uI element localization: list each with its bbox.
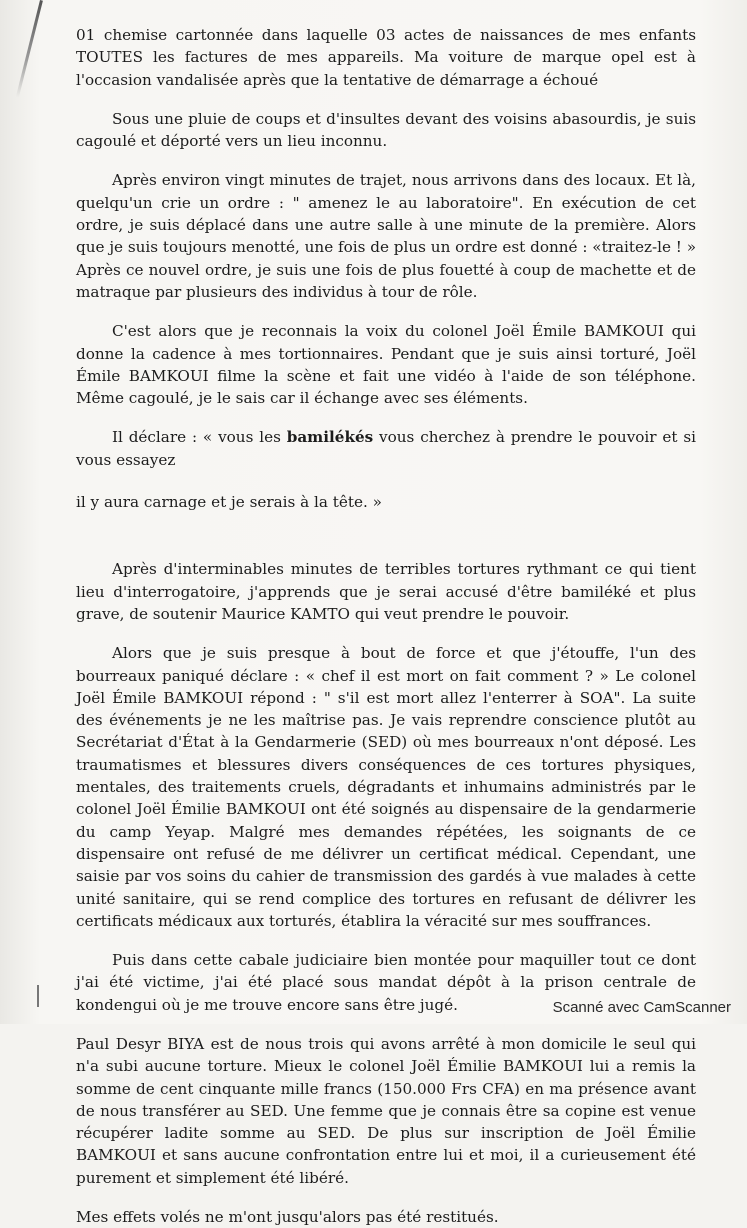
paragraph-8: Alors que je suis presque à bout de force et que j'étouffe, l'un des bourreaux paniqué déclare : « chef il est mort on fait comment ? » Le colonel Joël Émile BAMKOUI répond : " s'il est mort allez l'enterrer à SOA". La suite des événements je ne les maîtrise pas. Je vais reprendre conscience plutôt au Secrétariat d'État à la Gendarmerie (SED) où mes bourreaux n'ont déposé. Les traumatismes et blessures divers conséquences de ces tortures physiques, mentales, des traitements cruels, dégradants et inhumains administrés par le colonel Joël Émilie BAMKOUI ont été soignés au dispensaire de la gendarmerie du camp Yeyap. Malgré mes demandes répétées, les soignants de ce dispensaire ont refusé de me délivrer un certificat médical. Cependant, une saisie par vos soins du cahier de transmission des gardés à vue malades à cette unité sanitaire, qui se rend complice des tortures en refusant de délivrer les certificats médicaux aux torturés, établira la véracité sur mes souffrances.	[76, 644, 696, 930]
camscanner-watermark: Scanné avec CamScanner	[552, 999, 731, 1016]
quote-tail: vous cherchez à prendre le pouvoir et si vous essayez	[76, 428, 696, 469]
letter-body	[76, 24, 696, 1228]
page-edge-mark-bottom	[37, 985, 39, 1007]
paragraph-1: 01 chemise cartonnée dans laquelle 03 actes de naissances de mes enfants TOUTES les factures de mes appareils. Ma voiture de marque opel est à l'occasion vandalisée après que la tentative de démarrage a échoué	[76, 26, 696, 89]
page-edge-mark	[16, 0, 43, 98]
paragraph-11: Mes effets volés ne m'ont jusqu'alors pas été restitués.	[76, 1208, 499, 1227]
paragraph-10: Paul Desyr BIYA est de nous trois qui avons arrêté à mon domicile le seul qui n'a subi aucune torture. Mieux le colonel Joël Émilie BAMKOUI lui a remis la somme de cent cinquante mille francs (150.000 Frs CFA) en ma présence avant de nous transférer au SED. Une femme que je connais être sa copine est venue récupérer ladite somme au SED. De plus sur inscription de Joël Émilie BAMKOUI et sans aucune confrontation entre lui et moi, il a curieusement été purement et simplement été libéré.	[76, 1034, 696, 1187]
paragraph-3: Après environ vingt minutes de trajet, nous arrivons dans des locaux. Et là, quelqu'un crie un ordre : " amenez le au laboratoire". En exécution de cet ordre, je suis déplacé dans une autre salle à une minute de la première. Alors que je suis toujours menotté, une fois de plus un ordre est donné : «traitez-le ! » Après ce nouvel ordre, je suis une fois de plus fouetté à coup de machette et de matraque par plusieurs des individus à tour de rôle.	[76, 171, 696, 301]
paragraph-7: Après d'interminables minutes de terribles tortures rythmant ce qui tient lieu d'interrogatoire, j'apprends que je serai accusé d'être bamiléké et plus grave, de soutenir Maurice KAMTO qui veut prendre le pouvoir.	[76, 560, 696, 623]
paragraph-6-quote-end: il y aura carnage et je serais à la tête. »	[76, 493, 382, 512]
quote-lead: Il déclare : « vous les	[112, 428, 287, 447]
paragraph-4: C'est alors que je reconnais la voix du colonel Joël Émile BAMKOUI qui donne la cadence à mes tortionnaires. Pendant que je suis ainsi torturé, Joël Émile BAMKOUI filme la scène et fait une vidéo à l'aide de son téléphone. Même cagoulé, je le sais car il échange avec ses éléments.	[76, 322, 696, 408]
paragraph-2: Sous une pluie de coups et d'insultes devant des voisins abasourdis, je suis cagoulé et déporté vers un lieu inconnu.	[76, 109, 696, 151]
paragraph-9: Puis dans cette cabale judiciaire bien montée pour maquiller tout ce dont j'ai été victime, j'ai été placé sous mandat dépôt à la prison centrale de kondengui où je me trouve encore sans être jugé.	[76, 951, 696, 1014]
paragraph-5-quote-start	[76, 426, 696, 471]
quote-bold-word: bamilékés	[286, 428, 374, 447]
